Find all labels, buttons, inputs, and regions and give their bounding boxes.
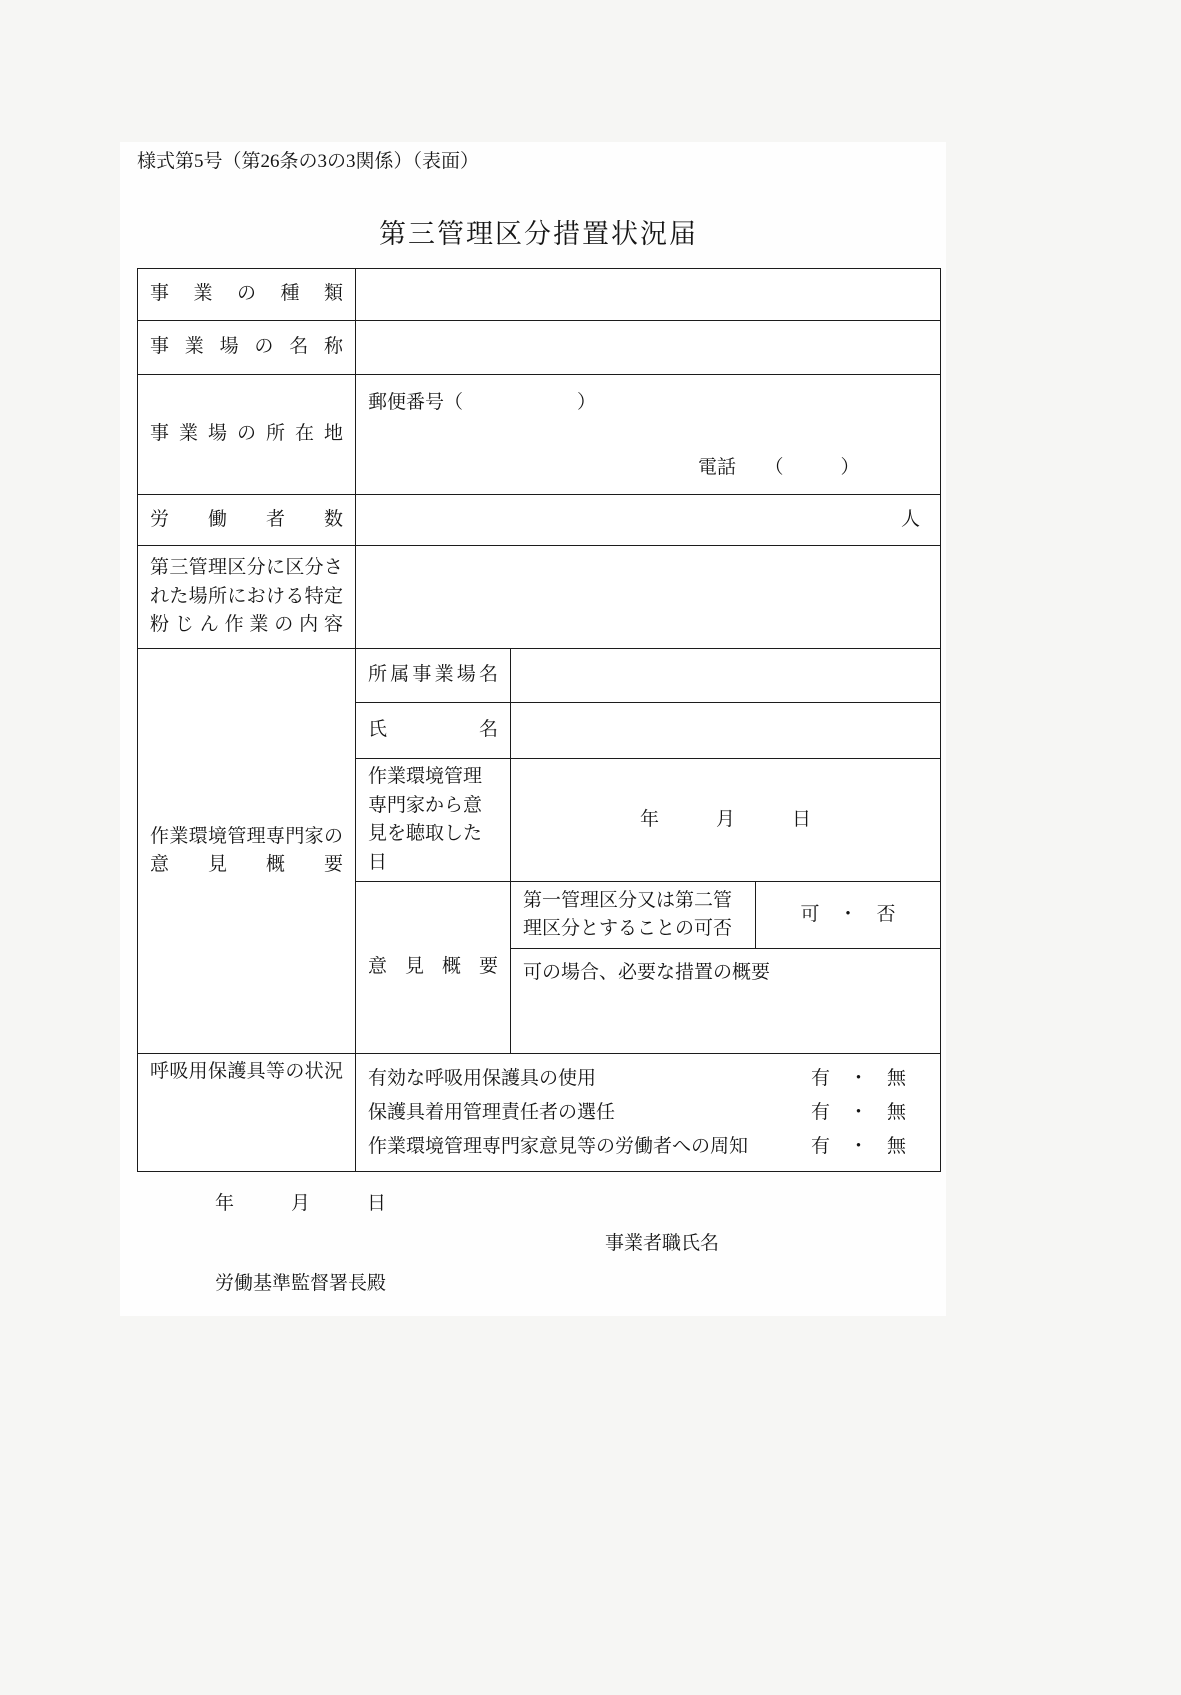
row-dust-work bbox=[138, 546, 941, 649]
workers-label: 労働者数 bbox=[138, 495, 356, 546]
workplace-name-label: 事業場の名称 bbox=[138, 321, 356, 375]
respirator-item-options: 有 ・ 無 bbox=[811, 1101, 907, 1123]
hearing-date-field: 年 月 日 bbox=[511, 759, 941, 882]
respirator-item bbox=[368, 1062, 928, 1096]
respirator-item-label: 有効な呼吸用保護具の使用 bbox=[368, 1068, 597, 1089]
dust-work-label: 第三管理区分に区分された場所における特定粉じん作業の内容 bbox=[138, 546, 356, 649]
respirator-item bbox=[368, 1096, 928, 1130]
row-workers bbox=[138, 495, 941, 546]
footer-recipient: 労働基準監督署長殿 bbox=[215, 1273, 387, 1294]
workers-field: 人 bbox=[356, 495, 941, 546]
row-workplace-name bbox=[138, 321, 941, 375]
expert-summary-label: 作業環境管理専門家の意見概要 bbox=[138, 649, 356, 1054]
name-field bbox=[511, 703, 941, 759]
dust-work-field bbox=[356, 546, 941, 649]
respirator-item-label: 保護具着用管理責任者の選任 bbox=[368, 1101, 616, 1123]
respirator-field bbox=[356, 1054, 941, 1172]
measures-note: 可の場合、必要な措置の概要 bbox=[511, 949, 941, 1054]
workplace-address-field bbox=[356, 375, 941, 495]
classification-question: 第一管理区分又は第二管理区分とすることの可否 bbox=[511, 882, 756, 949]
opinion-summary-label: 意見概要 bbox=[356, 882, 511, 1054]
respirator-label: 呼吸用保護具等の状況 bbox=[138, 1054, 356, 1172]
row-affiliation bbox=[138, 649, 941, 703]
respirator-item-options: 有 ・ 無 bbox=[811, 1068, 907, 1089]
row-respirator bbox=[138, 1054, 941, 1172]
affiliation-label: 所属事業場名 bbox=[356, 649, 511, 703]
classification-options: 可 ・ 否 bbox=[756, 882, 941, 949]
phone-text: 電話 （ ） bbox=[698, 456, 860, 478]
affiliation-field bbox=[511, 649, 941, 703]
name-label: 氏名 bbox=[356, 703, 511, 759]
postal-code-text: 郵便番号（ ） bbox=[368, 392, 597, 413]
respirator-item-label: 作業環境管理専門家意見等の労働者への周知 bbox=[368, 1135, 749, 1157]
row-workplace-address bbox=[138, 375, 941, 495]
row-business-type bbox=[138, 269, 941, 321]
respirator-item bbox=[368, 1130, 928, 1164]
footer-employer-name: 事業者職氏名 bbox=[605, 1233, 720, 1254]
form-number: 様式第5号（第26条の3の3関係）（表面） bbox=[137, 151, 480, 172]
form-table bbox=[137, 268, 941, 1172]
footer-date: 年 月 日 bbox=[215, 1193, 387, 1214]
business-type-field bbox=[356, 269, 941, 321]
document-title: 第三管理区分措置状況届 bbox=[379, 219, 698, 249]
business-type-label: 事業の種類 bbox=[138, 269, 356, 321]
workplace-name-field bbox=[356, 321, 941, 375]
respirator-item-options: 有 ・ 無 bbox=[811, 1135, 907, 1157]
hearing-date-label: 作業環境管理専門家から意見を聴取した日 bbox=[356, 759, 511, 882]
workplace-address-label: 事業場の所在地 bbox=[138, 375, 356, 495]
